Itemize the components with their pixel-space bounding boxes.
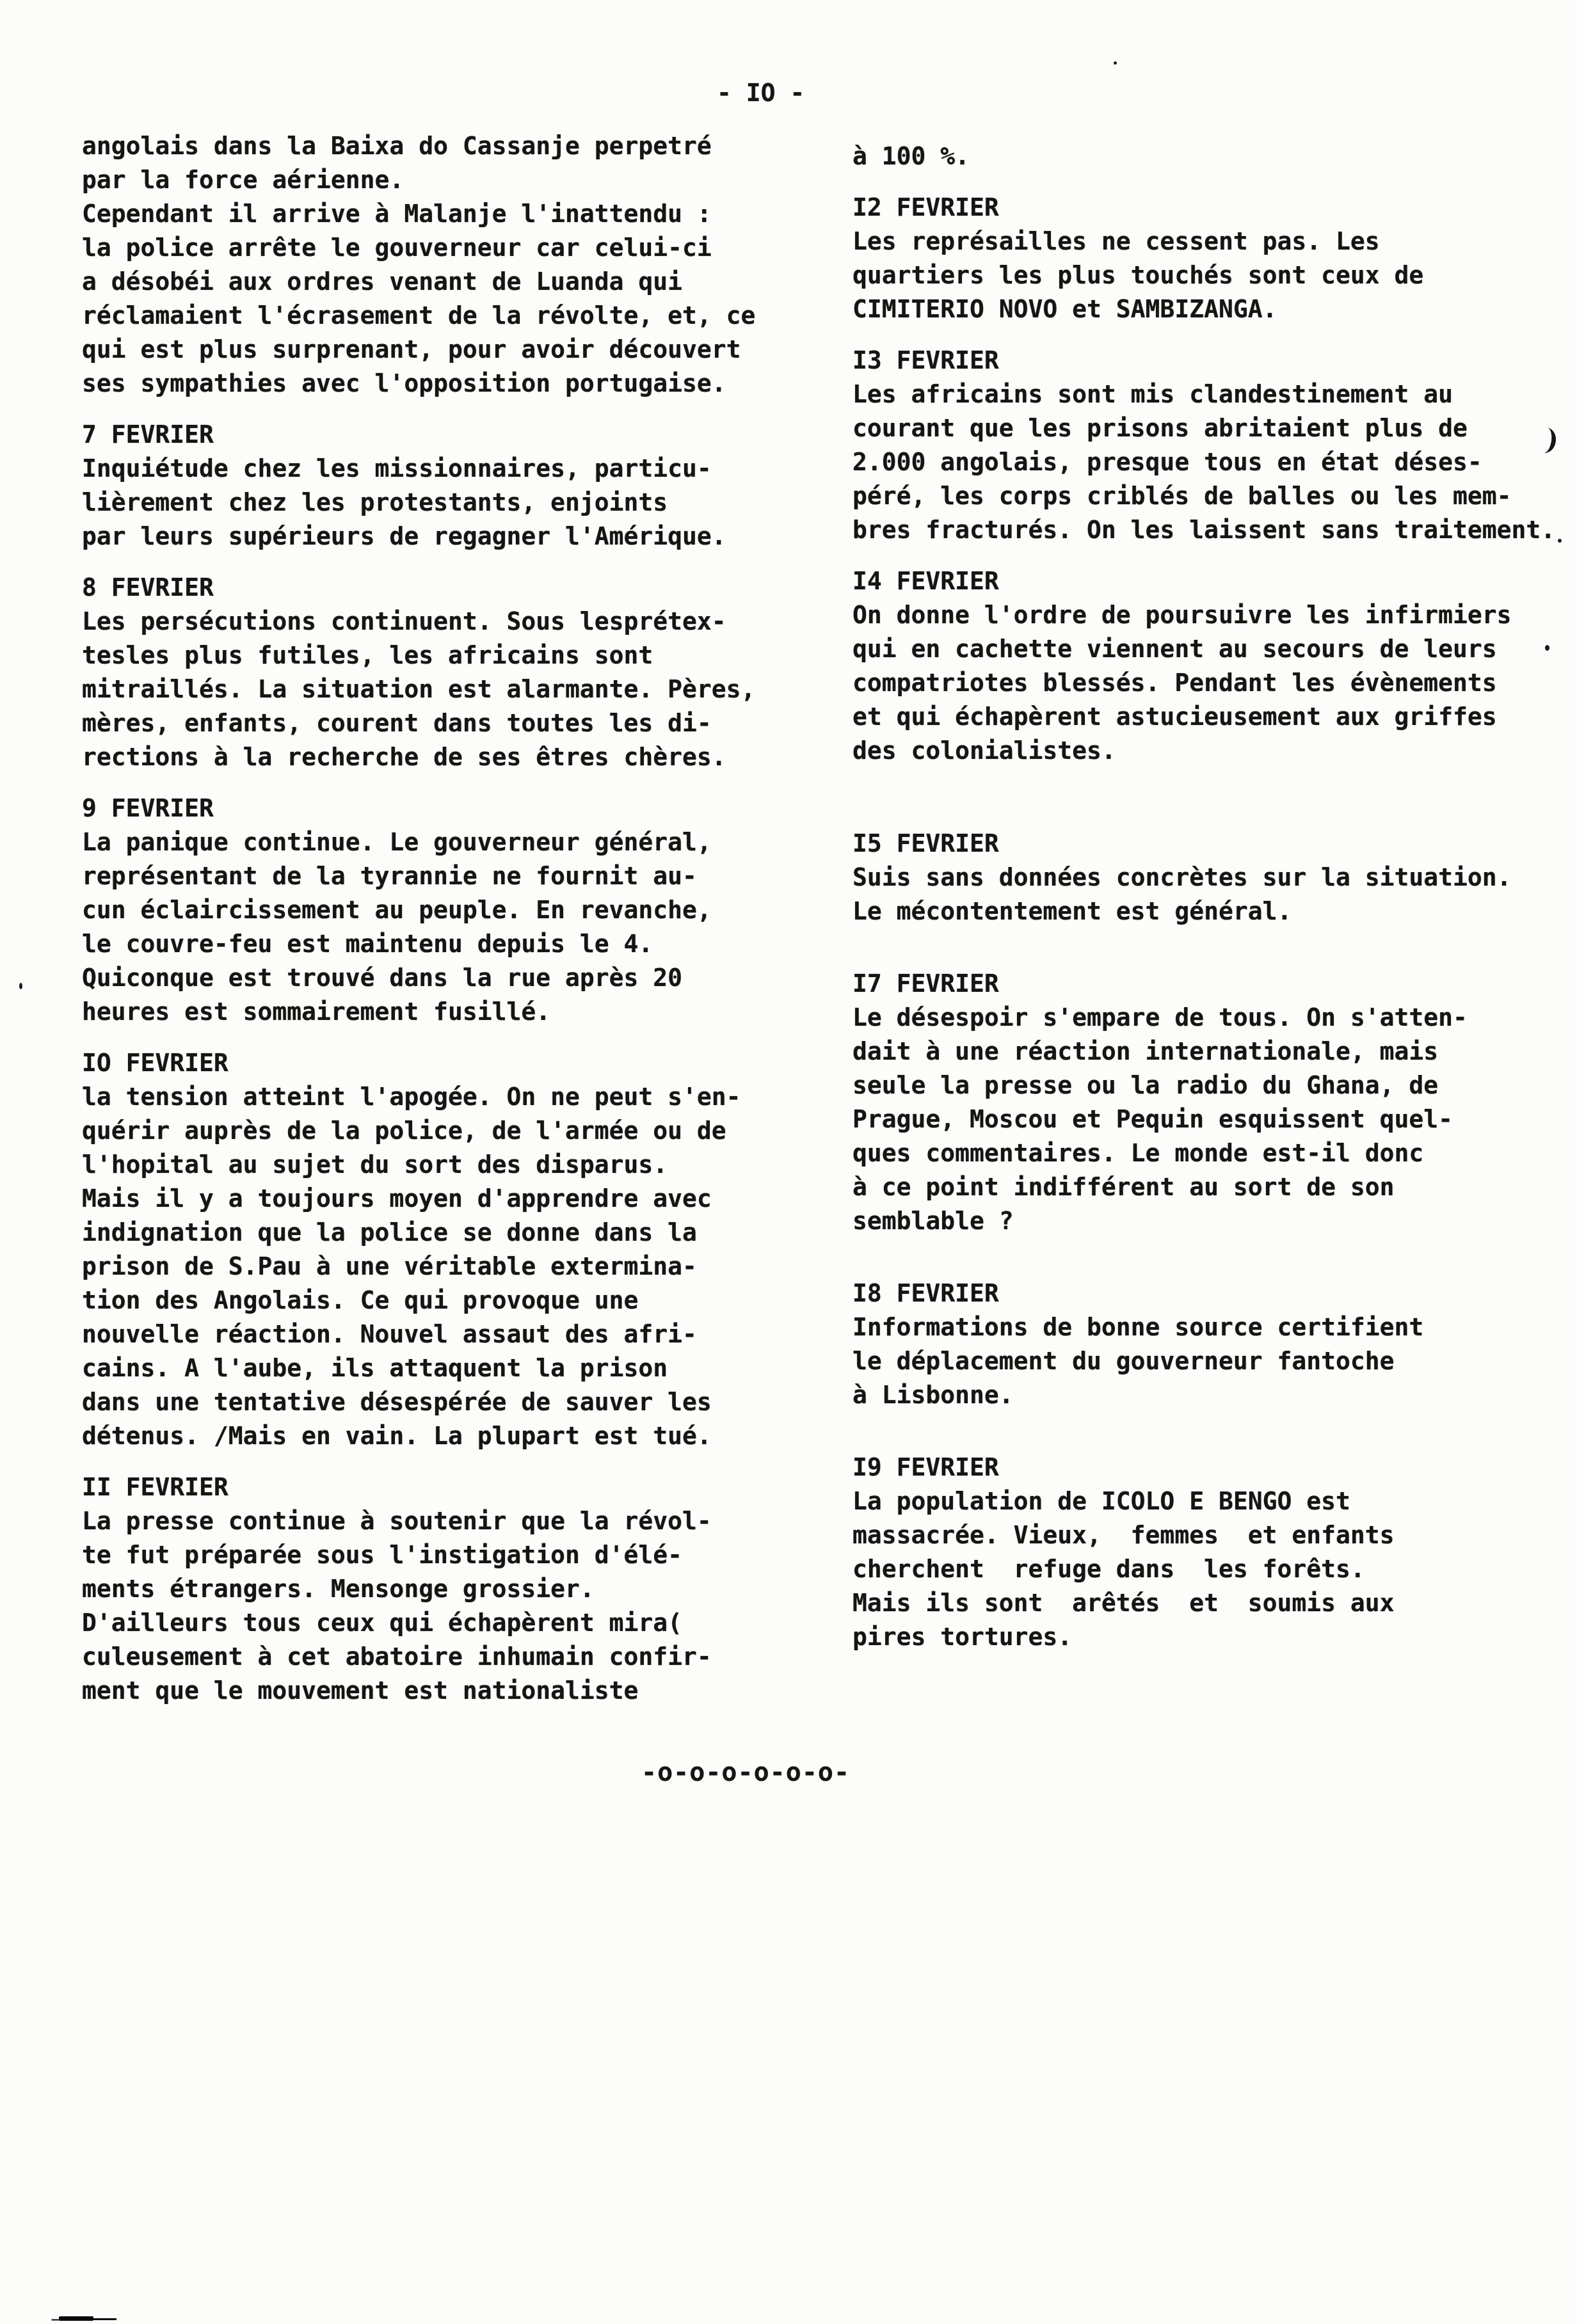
text-line: Les persécutions continuent. Sous lesprétex- xyxy=(82,607,726,635)
text-line: détenus. /Mais en vain. La plupart est tué. xyxy=(82,1422,712,1450)
section-date: I8 FEVRIER xyxy=(853,1279,999,1307)
text-line: le déplacement du gouverneur fantoche xyxy=(853,1347,1395,1375)
section-18-fevrier xyxy=(853,1277,1574,1412)
page-number: - IO - xyxy=(717,79,805,107)
section-date: I5 FEVRIER xyxy=(853,829,999,857)
text-line: par la force aérienne. xyxy=(82,166,404,194)
section-body xyxy=(853,861,1574,928)
text-line: On donne l'ordre de poursuivre les infirmiers xyxy=(853,601,1512,629)
section-date: I4 FEVRIER xyxy=(853,567,999,595)
text-line: Informations de bonne source certifient xyxy=(853,1313,1424,1341)
section-8-fevrier xyxy=(82,571,812,774)
text-line: quérir auprès de la police, de l'armée ou de xyxy=(82,1117,726,1145)
section-date: I2 FEVRIER xyxy=(853,193,999,221)
section-date: 9 FEVRIER xyxy=(82,794,214,822)
section-15-fevrier xyxy=(853,827,1574,928)
right-column xyxy=(853,139,1574,1654)
scan-artifact xyxy=(19,983,22,989)
text-line: te fut préparée sous l'instigation d'élé- xyxy=(82,1541,682,1569)
section-19-fevrier xyxy=(853,1451,1574,1654)
text-line: à Lisbonne. xyxy=(853,1381,1014,1409)
text-line: à 100 %. xyxy=(853,142,970,170)
text-line: La presse continue à soutenir que la révol- xyxy=(82,1507,712,1535)
section-date: 7 FEVRIER xyxy=(82,420,214,449)
text-line: ses sympathies avec l'opposition portugaise. xyxy=(82,369,726,397)
text-line: semblable ? xyxy=(853,1207,1014,1235)
section-date: IO FEVRIER xyxy=(82,1049,228,1077)
section-date: I9 FEVRIER xyxy=(853,1453,999,1481)
scan-artifact xyxy=(1545,645,1549,651)
text-line: Inquiétude chez les missionnaires, particu- xyxy=(82,454,712,482)
text-line: culeusement à cet abatoire inhumain confir- xyxy=(82,1643,712,1671)
left-intro-paragraph xyxy=(82,129,812,401)
text-line: pires tortures. xyxy=(853,1623,1073,1651)
scan-artifact xyxy=(59,2316,93,2321)
text-line: qui est plus surprenant, pour avoir découvert xyxy=(82,335,741,363)
text-line: tion des Angolais. Ce qui provoque une xyxy=(82,1286,639,1314)
section-date: II FEVRIER xyxy=(82,1473,228,1501)
text-line: La panique continue. Le gouverneur général, xyxy=(82,828,712,856)
section-body xyxy=(853,598,1574,768)
scan-artifact xyxy=(1558,539,1562,543)
section-9-fevrier xyxy=(82,792,812,1029)
text-line: ments étrangers. Mensonge grossier. xyxy=(82,1575,595,1603)
text-line: seule la presse ou la radio du Ghana, de xyxy=(853,1071,1439,1099)
text-line: Mais il y a toujours moyen d'apprendre avec xyxy=(82,1184,712,1213)
section-11-fevrier xyxy=(82,1470,812,1708)
text-line: péré, les corps criblés de balles ou les mem- xyxy=(853,482,1512,510)
text-line: heures est sommairement fusillé. xyxy=(82,998,551,1026)
text-line: qui en cachette viennent au secours de leurs xyxy=(853,635,1497,663)
section-14-fevrier xyxy=(853,564,1574,768)
text-line: indignation que la police se donne dans la xyxy=(82,1218,697,1246)
section-7-fevrier xyxy=(82,418,812,553)
text-line: réclamaient l'écrasement de la révolte, et, ce xyxy=(82,301,756,330)
section-date: 8 FEVRIER xyxy=(82,573,214,601)
section-body xyxy=(82,452,812,553)
section-10-fevrier xyxy=(82,1046,812,1453)
text-line: la police arrête le gouverneur car celui-ci xyxy=(82,234,712,262)
text-line: bres fracturés. On les laissent sans traitement. xyxy=(853,516,1556,544)
text-line: La population de ICOLO E BENGO est xyxy=(853,1487,1350,1515)
right-intro-paragraph xyxy=(853,139,1574,173)
text-line: l'hopital au sujet du sort des disparus. xyxy=(82,1150,668,1179)
text-line: rections à la recherche de ses êtres chères. xyxy=(82,743,726,771)
text-line: représentant de la tyrannie ne fournit au- xyxy=(82,862,697,890)
text-line: par leurs supérieurs de regagner l'Amérique. xyxy=(82,522,726,550)
text-line: Le désespoir s'empare de tous. On s'atten- xyxy=(853,1003,1468,1031)
section-body xyxy=(82,1504,812,1708)
text-line: angolais dans la Baixa do Cassanje perpetré xyxy=(82,132,712,160)
text-line: Suis sans données concrètes sur la situation. xyxy=(853,863,1512,891)
text-line: Mais ils sont arêtés et soumis aux xyxy=(853,1589,1395,1617)
text-line: le couvre-feu est maintenu depuis le 4. xyxy=(82,930,653,958)
text-line: cherchent refuge dans les forêts. xyxy=(853,1555,1365,1583)
text-line: Quiconque est trouvé dans la rue après 20 xyxy=(82,964,682,992)
text-line: ques commentaires. Le monde est-il donc xyxy=(853,1139,1424,1167)
section-body xyxy=(853,1310,1574,1412)
section-17-fevrier xyxy=(853,967,1574,1238)
text-line: courant que les prisons abritaient plus de xyxy=(853,414,1468,442)
text-line: des colonialistes. xyxy=(853,736,1116,765)
section-body xyxy=(82,1080,812,1453)
text-line: lièrement chez les protestants, enjoints xyxy=(82,488,668,516)
text-line: et qui échapèrent astucieusement aux griffes xyxy=(853,703,1497,731)
text-line: Les représailles ne cessent pas. Les xyxy=(853,227,1380,255)
text-line: dans une tentative désespérée de sauver les xyxy=(82,1388,712,1416)
text-line: Prague, Moscou et Pequin esquissent quel- xyxy=(853,1105,1453,1133)
text-line: prison de S.Pau à une véritable extermina- xyxy=(82,1252,697,1280)
scan-artifact xyxy=(1114,61,1117,65)
section-body xyxy=(82,605,812,774)
text-line: compatriotes blessés. Pendant les évènements xyxy=(853,669,1497,697)
section-body xyxy=(853,225,1574,326)
section-12-fevrier xyxy=(853,191,1574,326)
section-date: I7 FEVRIER xyxy=(853,969,999,998)
text-line: Les africains sont mis clandestinement au xyxy=(853,380,1453,408)
text-line: ment que le mouvement est nationaliste xyxy=(82,1676,639,1705)
text-line: nouvelle réaction. Nouvel assaut des afri- xyxy=(82,1320,697,1348)
section-date: I3 FEVRIER xyxy=(853,346,999,374)
text-line: Le mécontentement est général. xyxy=(853,897,1292,925)
section-13-fevrier xyxy=(853,344,1574,547)
text-line: a désobéi aux ordres venant de Luanda qui xyxy=(82,267,682,296)
text-line: massacrée. Vieux, femmes et enfants xyxy=(853,1521,1395,1549)
section-body xyxy=(82,825,812,1029)
text-line: quartiers les plus touchés sont ceux de xyxy=(853,261,1424,289)
section-body xyxy=(853,1001,1574,1238)
ornamental-divider: -o-o-o-o-o-o- xyxy=(641,1758,851,1787)
left-column xyxy=(82,129,812,1708)
text-line: à ce point indifférent au sort de son xyxy=(853,1173,1395,1201)
text-line: mitraillés. La situation est alarmante. Pères, xyxy=(82,675,756,703)
text-line: D'ailleurs tous ceux qui échapèrent mira( xyxy=(82,1609,682,1637)
section-body xyxy=(853,1484,1574,1654)
text-line: dait à une réaction internationale, mais xyxy=(853,1037,1439,1065)
text-line: 2.000 angolais, presque tous en état déses- xyxy=(853,448,1482,476)
text-line: cun éclaircissement au peuple. En revanche, xyxy=(82,896,712,924)
text-line: CIMITERIO NOVO et SAMBIZANGA. xyxy=(853,295,1277,323)
text-line: tesles plus futiles, les africains sont xyxy=(82,641,653,669)
text-line: la tension atteint l'apogée. On ne peut s'en- xyxy=(82,1083,741,1111)
text-line: mères, enfants, courent dans toutes les di- xyxy=(82,709,712,737)
section-body xyxy=(853,378,1574,547)
text-line: cains. A l'aube, ils attaquent la prison xyxy=(82,1354,668,1382)
text-line: Cependant il arrive à Malanje l'inattendu : xyxy=(82,200,712,228)
